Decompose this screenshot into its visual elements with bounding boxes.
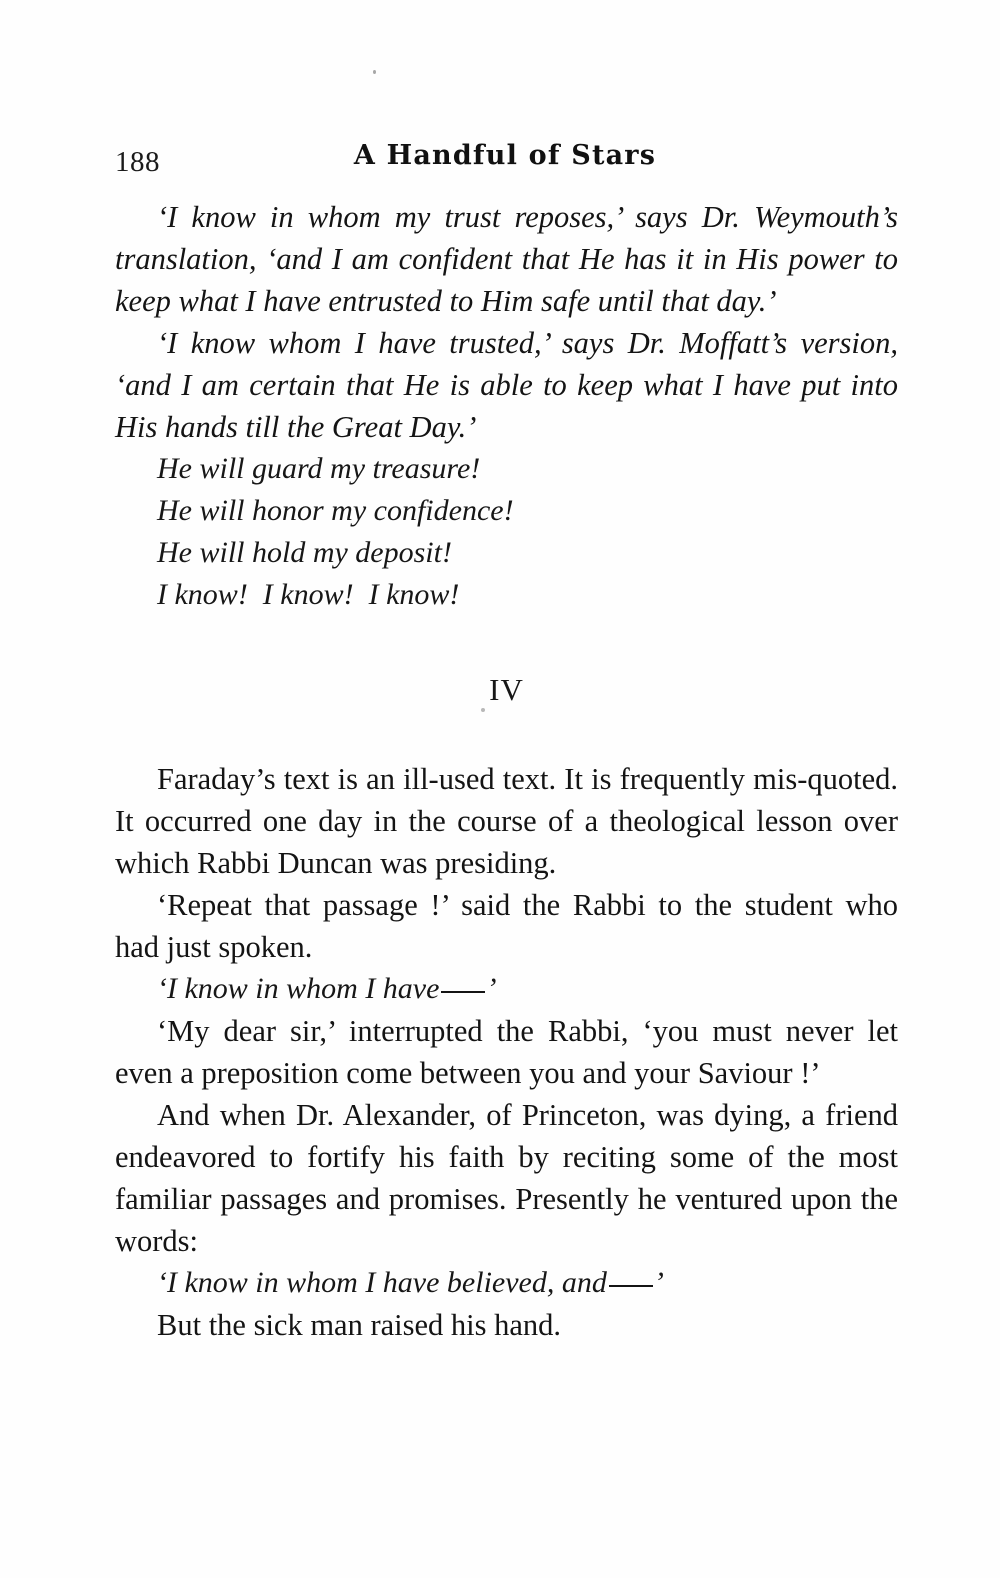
paragraph-faraday: Faraday’s text is an ill-used text. It is frequently mis-quoted. It occurred one day in the course of a theological lesson over which Rabbi Duncan was presiding. xyxy=(115,762,898,880)
paragraph-alexander: And when Dr. Alexander, of Princeton, was dying, a friend endeavored to fortify his faith by reciting some of the most familiar passages and promises. Presently he ventured upon the words: xyxy=(115,1098,898,1258)
quotation-close-2: ’ xyxy=(653,1266,664,1299)
paragraph-sick-man: But the sick man raised his hand. xyxy=(157,1308,562,1342)
paragraph-repeat-passage: ‘Repeat that passage !’ said the Rabbi to the student who had just spoken. xyxy=(115,888,898,964)
paragraph-moffatt: ‘I know whom I have trusted,’ says Dr. Moffatt’s version, ‘and I am certain that He is able to keep what I have put into His hands till the Great Day.’ xyxy=(115,326,898,444)
paragraph-weymouth: ‘I know in whom my trust reposes,’ says Dr. Weymouth’s translation, ‘and I am confident that He has it in His power to keep what I have entrusted to Him safe until that day.’ xyxy=(115,200,898,318)
section-number: IV xyxy=(489,672,524,707)
quotation-incomplete-2 xyxy=(115,1262,898,1304)
scan-speck-icon xyxy=(373,70,376,74)
page-header xyxy=(115,140,895,180)
quotation-text-2: ‘I know in whom I have believed, and xyxy=(157,1266,607,1299)
exclaim-line-2: He will honor my confidence! xyxy=(157,494,514,527)
exclaim-line-3: He will hold my deposit! xyxy=(157,536,452,569)
page-body xyxy=(115,196,898,1346)
quotation-incomplete-1 xyxy=(115,968,898,1010)
em-dash-rule-icon-2 xyxy=(609,1285,653,1287)
page-number: 188 xyxy=(115,146,160,178)
quotation-close-1: ’ xyxy=(486,972,497,1005)
exclaim-line-4: I know! I know! I know! xyxy=(157,578,460,611)
quotation-text-1: ‘I know in whom I have xyxy=(157,972,440,1005)
paragraph-my-dear-sir: ‘My dear sir,’ interrupted the Rabbi, ‘you must never let even a preposition come between you and your Saviour !’ xyxy=(115,1014,898,1090)
em-dash-rule-icon xyxy=(441,991,485,993)
exclaim-line-1: He will guard my treasure! xyxy=(157,452,481,485)
running-title: A Handful of Stars xyxy=(353,140,657,171)
